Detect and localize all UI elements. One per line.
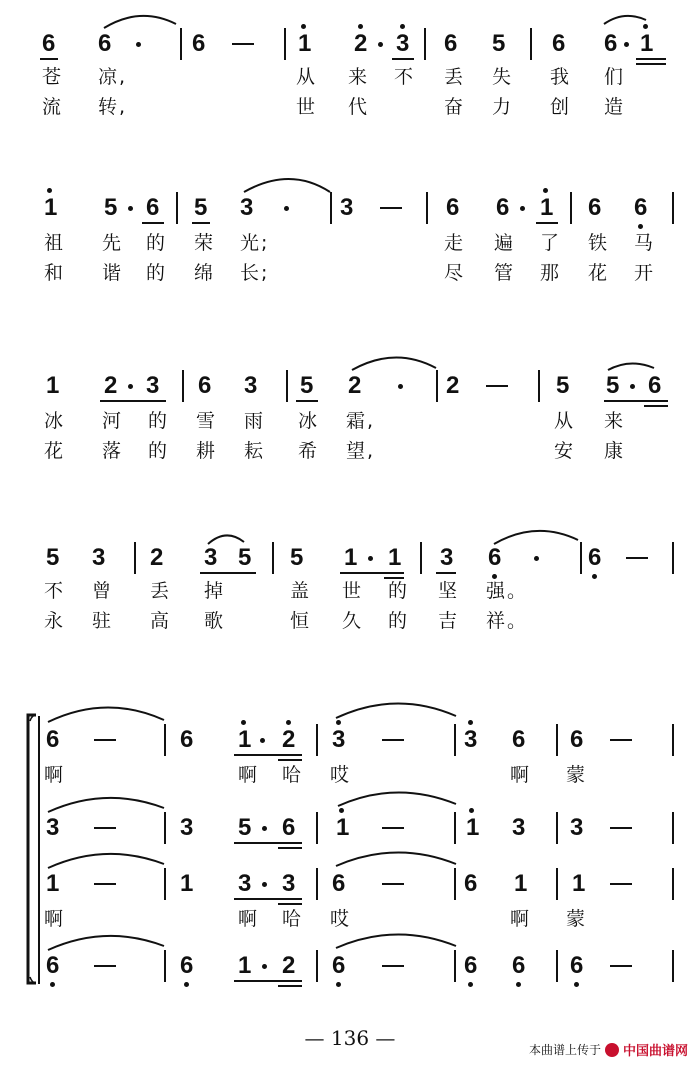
dash: [610, 739, 632, 741]
barline: [672, 192, 674, 224]
lyric: 荣: [194, 232, 216, 254]
note: 5: [300, 372, 314, 399]
lyric: 那: [540, 262, 562, 284]
barline: [272, 542, 274, 574]
underline: [340, 572, 404, 574]
note: 2: [150, 544, 164, 571]
augmentation-dot: [398, 384, 403, 389]
note: 3: [332, 726, 346, 753]
note: 3: [92, 544, 106, 571]
note: 5: [606, 372, 620, 399]
barline: [164, 950, 166, 982]
underline: [392, 58, 414, 60]
note: 6: [496, 194, 510, 221]
barline: [420, 542, 422, 574]
dash: [382, 827, 404, 829]
low-octave-dot: [50, 982, 55, 987]
lyric: 从: [296, 66, 318, 88]
barline: [672, 542, 674, 574]
lyric: 永: [44, 610, 66, 632]
slur: [494, 531, 578, 544]
note: 6: [552, 30, 566, 57]
note: 5: [492, 30, 506, 57]
slur: [336, 703, 456, 718]
slur: [208, 535, 244, 544]
lyric: 世: [342, 580, 364, 602]
footer-text: 本曲谱上传于: [528, 1043, 601, 1057]
barline: [436, 370, 438, 402]
note: 6: [464, 952, 478, 979]
augmentation-dot: [262, 964, 267, 969]
note: 3: [46, 814, 60, 841]
augmentation-dot: [128, 384, 133, 389]
slur: [336, 852, 456, 866]
slur: [104, 16, 176, 28]
augmentation-dot: [534, 556, 539, 561]
bracket-icon: [24, 713, 38, 985]
barline: [672, 724, 674, 756]
note: 1: [180, 870, 194, 897]
barline: [182, 370, 184, 402]
note: 6: [570, 952, 584, 979]
high-octave-dot: [301, 24, 306, 29]
lyric: 丢: [150, 580, 172, 602]
barline: [316, 868, 318, 900]
barline: [580, 542, 582, 574]
note: 3: [440, 544, 454, 571]
slur: [336, 934, 456, 948]
system-barline: [38, 716, 40, 984]
note: 1: [514, 870, 528, 897]
lyric: 管: [494, 262, 516, 284]
lyric: 啊: [44, 908, 66, 930]
note: 6: [648, 372, 662, 399]
lyric: 的: [388, 580, 410, 602]
lyric: 啊: [510, 764, 532, 786]
underline: [278, 985, 302, 987]
barline: [286, 370, 288, 402]
lyric: 先: [102, 232, 124, 254]
note: 6: [332, 870, 346, 897]
underline: [636, 58, 666, 60]
note: 3: [340, 194, 354, 221]
dash: [382, 883, 404, 885]
barline: [556, 812, 558, 844]
augmentation-dot: [368, 556, 373, 561]
note: 2: [282, 952, 296, 979]
lyric: 苍: [42, 66, 64, 88]
barline: [570, 192, 572, 224]
lyric: 代: [348, 96, 370, 118]
high-octave-dot: [400, 24, 405, 29]
footer-brand[interactable]: 中国曲谱网: [622, 1044, 688, 1059]
lyric: 我: [550, 66, 572, 88]
lyric: 的: [146, 232, 168, 254]
lyric: 的: [388, 610, 410, 632]
note: 3: [180, 814, 194, 841]
barline: [180, 28, 182, 60]
note: 6: [46, 726, 60, 753]
lyric: 尽: [444, 262, 466, 284]
lyric: 们: [604, 66, 626, 88]
low-octave-dot: [574, 982, 579, 987]
note: 6: [180, 952, 194, 979]
barline: [454, 812, 456, 844]
barline: [454, 868, 456, 900]
underline: [278, 847, 302, 849]
lyric: 耘: [244, 440, 266, 462]
barline: [454, 724, 456, 756]
high-octave-dot: [469, 808, 474, 813]
note: 6: [588, 194, 602, 221]
lyric: 丢: [444, 66, 466, 88]
lyric: 雨: [244, 410, 266, 432]
dash: [382, 739, 404, 741]
note: 1: [344, 544, 358, 571]
underline: [234, 754, 302, 756]
underline: [296, 400, 318, 402]
barline: [164, 868, 166, 900]
high-octave-dot: [336, 720, 341, 725]
note: 3: [396, 30, 410, 57]
lyric: 盖: [290, 580, 312, 602]
lyric: 落: [102, 440, 124, 462]
augmentation-dot: [136, 42, 141, 47]
lyric: 了: [540, 232, 562, 254]
note: 1: [572, 870, 586, 897]
barline: [556, 868, 558, 900]
note: 6: [446, 194, 460, 221]
lyric: 蒙: [566, 908, 588, 930]
underline: [536, 222, 558, 224]
lyric: 强。: [486, 580, 529, 602]
note: 5: [194, 194, 208, 221]
augmentation-dot: [284, 206, 289, 211]
lyric: 河: [102, 410, 124, 432]
note: 3: [146, 372, 160, 399]
barline: [164, 724, 166, 756]
lyric: 哎: [330, 764, 352, 786]
underline: [40, 58, 58, 60]
barline: [316, 950, 318, 982]
lyric: 冰: [298, 410, 320, 432]
lyric: 绵: [194, 262, 216, 284]
note: 3: [464, 726, 478, 753]
note: 5: [556, 372, 570, 399]
lyric: 蒙: [566, 764, 588, 786]
barline: [556, 724, 558, 756]
note: 6: [512, 726, 526, 753]
barline: [330, 192, 332, 224]
note: 2: [348, 372, 362, 399]
lyric: 力: [492, 96, 514, 118]
dash: [610, 883, 632, 885]
barline: [424, 28, 426, 60]
barline: [538, 370, 540, 402]
high-octave-dot: [543, 188, 548, 193]
slur: [244, 179, 330, 192]
underline: [278, 759, 302, 761]
watermark-footer: [529, 1040, 688, 1059]
note: 6: [464, 870, 478, 897]
lyric: 遍: [494, 232, 516, 254]
barline: [454, 950, 456, 982]
note: 1: [336, 814, 350, 841]
lyric: 掉: [204, 580, 226, 602]
lyric: 祖: [44, 232, 66, 254]
lyric: 耕: [196, 440, 218, 462]
lyric: 的: [146, 262, 168, 284]
note: 1: [388, 544, 402, 571]
lyric: 驻: [92, 610, 114, 632]
lyric: 啊: [238, 764, 260, 786]
lyric: 和: [44, 262, 66, 284]
note: 2: [104, 372, 118, 399]
underline: [100, 400, 166, 402]
note: 6: [488, 544, 502, 571]
note: 1: [540, 194, 554, 221]
underline: [604, 400, 668, 402]
note: 6: [332, 952, 346, 979]
lyric: 转,: [98, 96, 128, 118]
lyric: 哈: [282, 764, 304, 786]
lyric: 啊: [44, 764, 66, 786]
lyric: 安: [554, 440, 576, 462]
lyric: 走: [444, 232, 466, 254]
dash: [94, 827, 116, 829]
note: 6: [282, 814, 296, 841]
slur: [608, 363, 654, 370]
note: 5: [238, 814, 252, 841]
dash: [94, 965, 116, 967]
lyric: 光;: [240, 232, 270, 254]
note: 6: [512, 952, 526, 979]
underline: [234, 980, 302, 982]
barline: [556, 950, 558, 982]
note: 1: [640, 30, 654, 57]
note: 3: [512, 814, 526, 841]
slur: [604, 16, 646, 24]
lyric: 凉,: [98, 66, 128, 88]
barline: [672, 812, 674, 844]
lyric: 失: [492, 66, 514, 88]
barline: [164, 812, 166, 844]
note: 3: [282, 870, 296, 897]
note: 2: [354, 30, 368, 57]
augmentation-dot: [262, 826, 267, 831]
note: 6: [604, 30, 618, 57]
augmentation-dot: [520, 206, 525, 211]
dash: [94, 739, 116, 741]
slur: [48, 854, 164, 868]
lyric: 马: [634, 232, 656, 254]
underline: [384, 577, 404, 579]
dash: [232, 43, 254, 45]
note: 6: [570, 726, 584, 753]
lyric: 长;: [240, 262, 270, 284]
augmentation-dot: [260, 738, 265, 743]
underline: [142, 222, 164, 224]
note: 6: [42, 30, 56, 57]
lyric: 花: [44, 440, 66, 462]
lyric: 世: [296, 96, 318, 118]
slur: [48, 798, 164, 812]
barline: [134, 542, 136, 574]
high-octave-dot: [47, 188, 52, 193]
lyric: 歌: [204, 610, 226, 632]
lyric: 望,: [346, 440, 376, 462]
barline: [176, 192, 178, 224]
high-octave-dot: [358, 24, 363, 29]
lyric: 来: [348, 66, 370, 88]
note: 6: [146, 194, 160, 221]
slur: [48, 936, 164, 950]
note: 6: [634, 194, 648, 221]
low-octave-dot: [492, 574, 497, 579]
lyric: 哈: [282, 908, 304, 930]
lyric: 来: [604, 410, 626, 432]
underline: [644, 405, 668, 407]
lyric: 从: [554, 410, 576, 432]
note: 3: [244, 372, 258, 399]
lyric: 曾: [92, 580, 114, 602]
underline: [192, 222, 210, 224]
lyric: 不: [394, 66, 416, 88]
dash: [486, 385, 508, 387]
barline: [672, 868, 674, 900]
lyric: 的: [148, 440, 170, 462]
lyric: 铁: [588, 232, 610, 254]
dash: [610, 827, 632, 829]
lyric: 创: [550, 96, 572, 118]
slur: [338, 792, 456, 806]
note: 5: [46, 544, 60, 571]
slur: [48, 707, 164, 722]
note: 5: [290, 544, 304, 571]
lyric: 的: [148, 410, 170, 432]
underline: [436, 572, 456, 574]
lyric: 谐: [102, 262, 124, 284]
note: 1: [238, 952, 252, 979]
lyric: 花: [588, 262, 610, 284]
page-number: — 136 —: [304, 1026, 396, 1050]
lyric: 恒: [290, 610, 312, 632]
note: 5: [238, 544, 252, 571]
lyric: 流: [42, 96, 64, 118]
high-octave-dot: [643, 24, 648, 29]
note: 3: [570, 814, 584, 841]
lyric: 祥。: [486, 610, 529, 632]
barline: [672, 950, 674, 982]
lyric: 开: [634, 262, 656, 284]
lyric: 吉: [438, 610, 460, 632]
lyric: 啊: [510, 908, 532, 930]
lyric: 奋: [444, 96, 466, 118]
barline: [284, 28, 286, 60]
note: 6: [198, 372, 212, 399]
augmentation-dot: [128, 206, 133, 211]
low-octave-dot: [184, 982, 189, 987]
lyric: 坚: [438, 580, 460, 602]
lyric: 雪: [196, 410, 218, 432]
lyric: 冰: [44, 410, 66, 432]
note: 1: [238, 726, 252, 753]
logo-icon: [605, 1043, 619, 1057]
note: 5: [104, 194, 118, 221]
dash: [380, 207, 402, 209]
augmentation-dot: [624, 42, 629, 47]
note: 3: [238, 870, 252, 897]
dash: [382, 965, 404, 967]
note: 6: [444, 30, 458, 57]
lyric: 高: [150, 610, 172, 632]
lyric: 希: [298, 440, 320, 462]
underline: [278, 903, 302, 905]
low-octave-dot: [516, 982, 521, 987]
note: 1: [44, 194, 58, 221]
note: 1: [298, 30, 312, 57]
augmentation-dot: [262, 882, 267, 887]
high-octave-dot: [286, 720, 291, 725]
lyric: 造: [604, 96, 626, 118]
low-octave-dot: [638, 224, 643, 229]
note: 3: [204, 544, 218, 571]
note: 3: [240, 194, 254, 221]
note: 6: [46, 952, 60, 979]
underline: [636, 63, 666, 65]
note: 6: [588, 544, 602, 571]
note: 2: [282, 726, 296, 753]
note: 6: [180, 726, 194, 753]
note: 1: [46, 870, 60, 897]
note: 1: [46, 372, 60, 399]
note: 2: [446, 372, 460, 399]
high-octave-dot: [468, 720, 473, 725]
low-octave-dot: [592, 574, 597, 579]
lyric: 霜,: [346, 410, 376, 432]
high-octave-dot: [339, 808, 344, 813]
lyric: 不: [44, 580, 66, 602]
dash: [94, 883, 116, 885]
augmentation-dot: [378, 42, 383, 47]
lyric: 哎: [330, 908, 352, 930]
low-octave-dot: [336, 982, 341, 987]
augmentation-dot: [630, 384, 635, 389]
note: 1: [466, 814, 480, 841]
underline: [234, 898, 302, 900]
lyric: 啊: [238, 908, 260, 930]
low-octave-dot: [468, 982, 473, 987]
lyric: 久: [342, 610, 364, 632]
lyric: 康: [604, 440, 626, 462]
underline: [200, 572, 256, 574]
barline: [316, 724, 318, 756]
barline: [426, 192, 428, 224]
dash: [610, 965, 632, 967]
note: 6: [98, 30, 112, 57]
note: 6: [192, 30, 206, 57]
barline: [530, 28, 532, 60]
high-octave-dot: [241, 720, 246, 725]
barline: [316, 812, 318, 844]
slur: [352, 357, 436, 370]
underline: [234, 842, 302, 844]
dash: [626, 557, 648, 559]
